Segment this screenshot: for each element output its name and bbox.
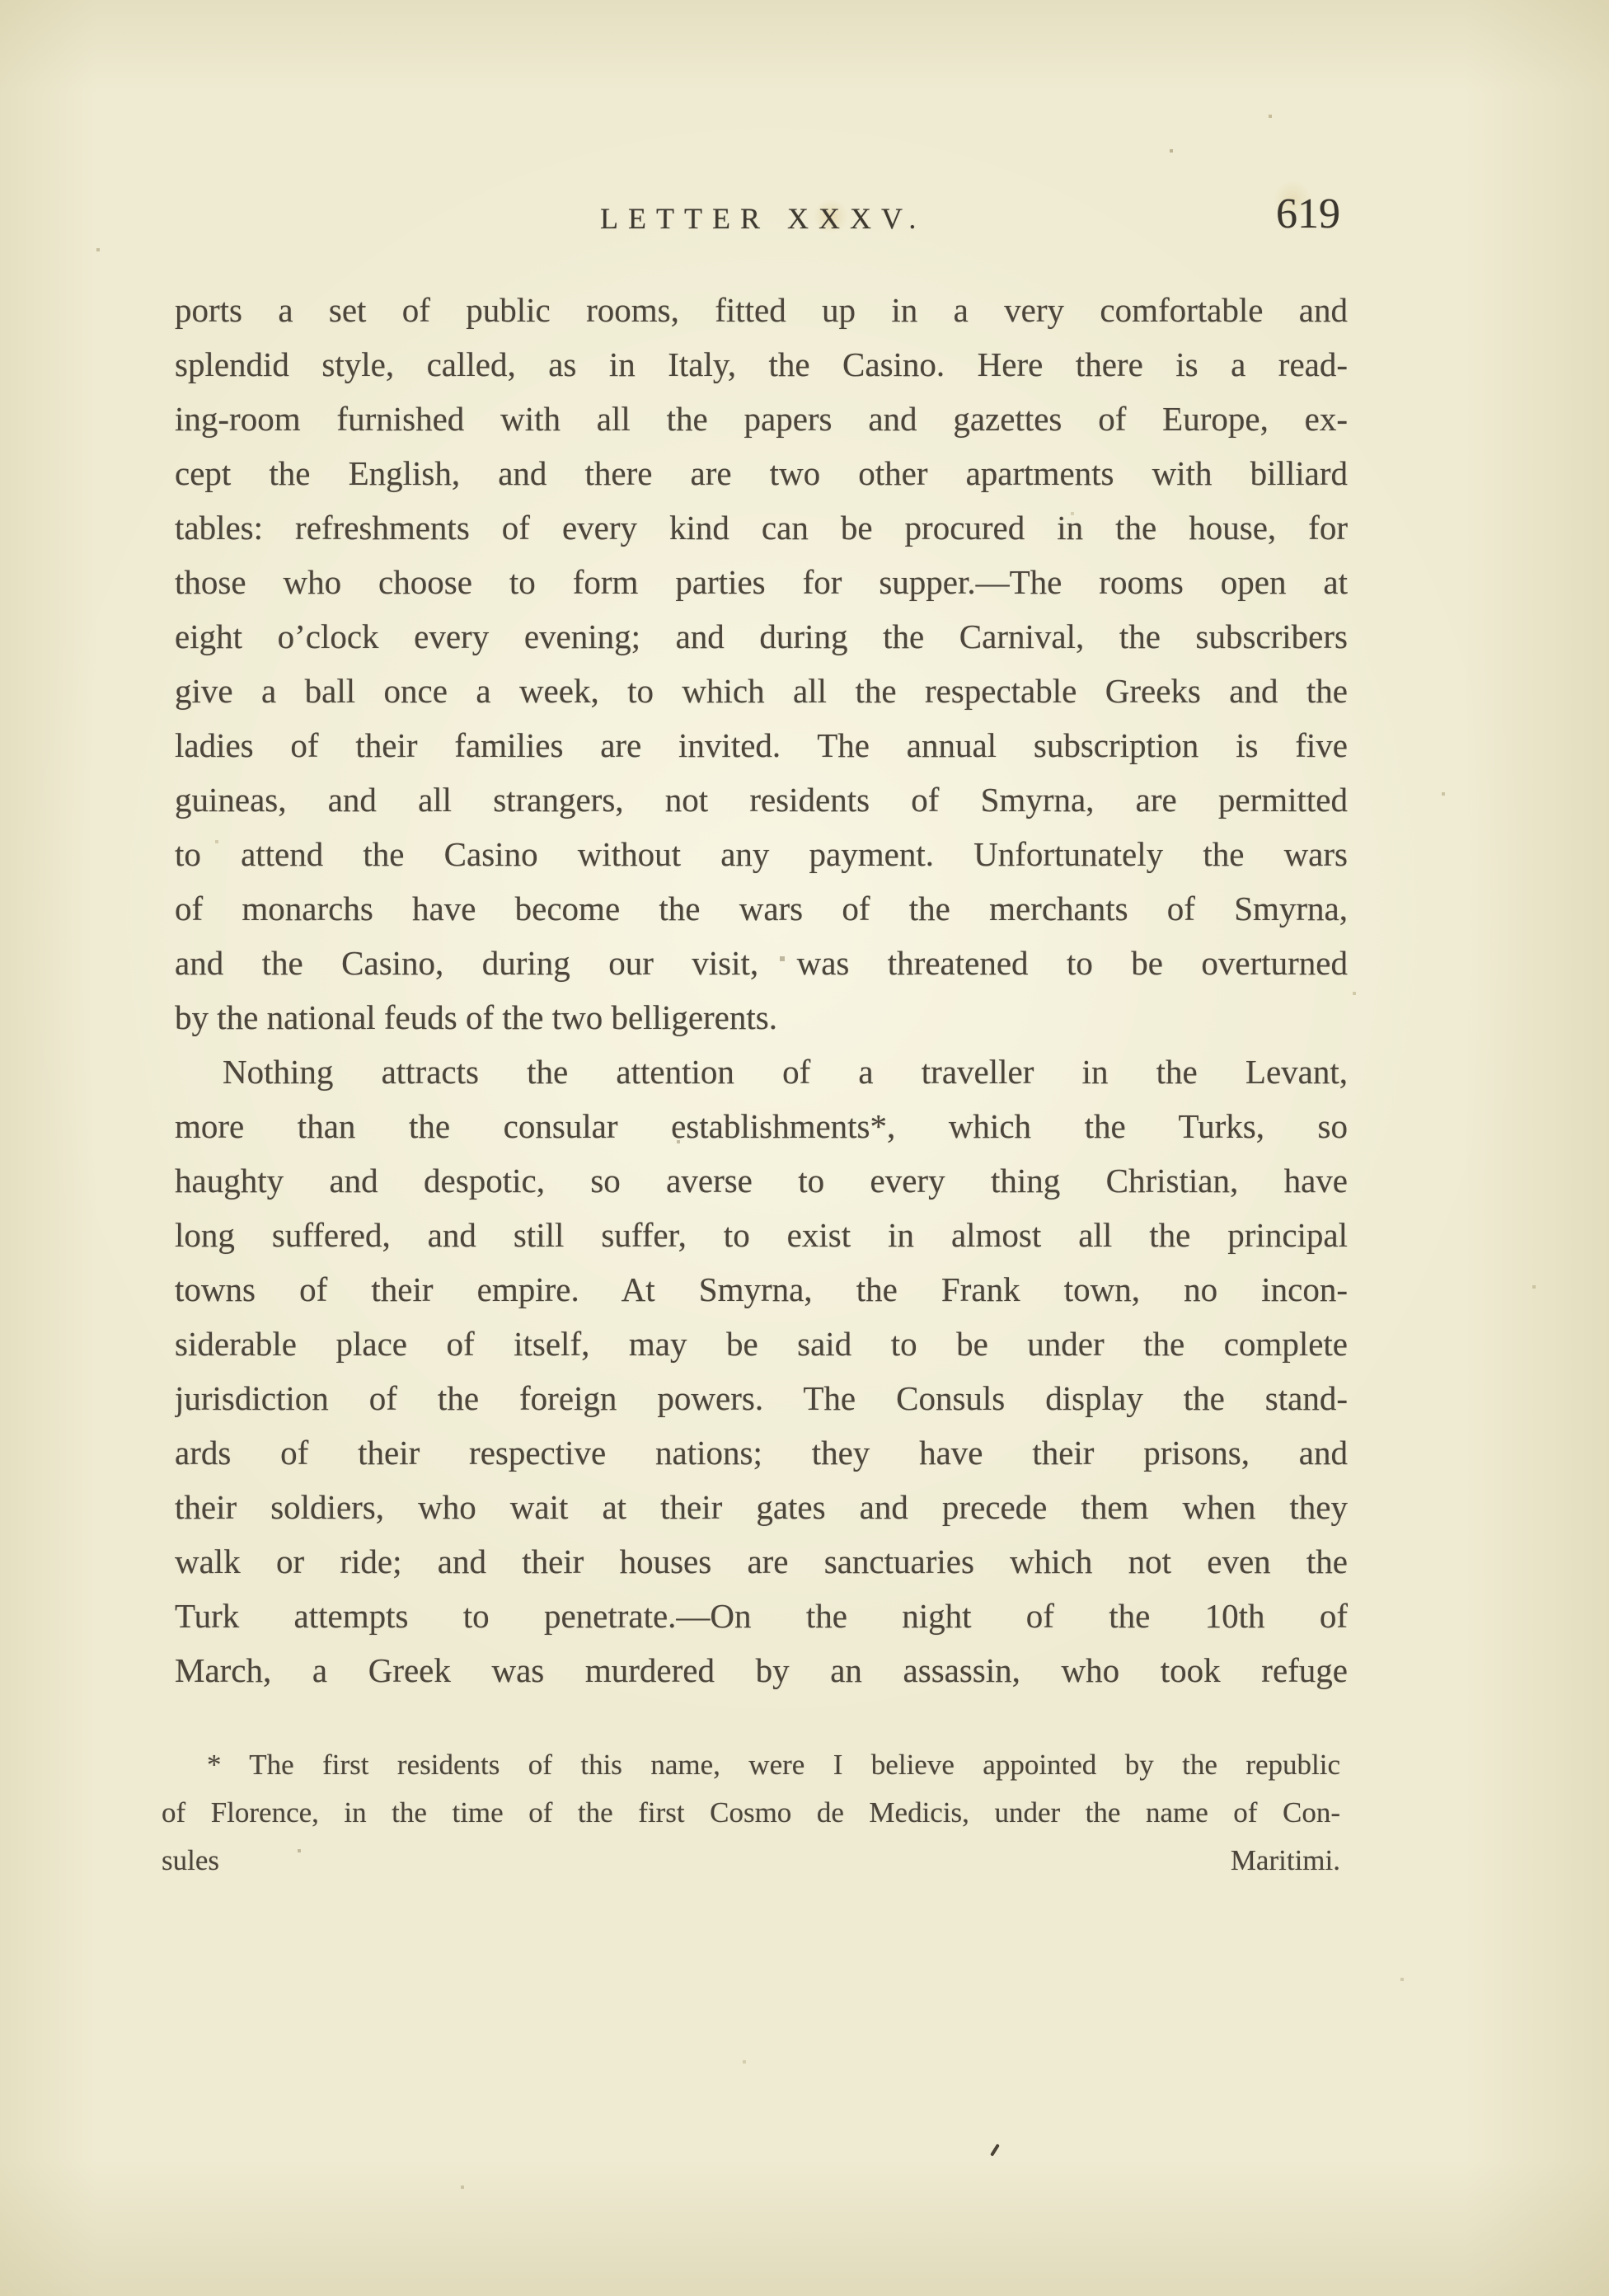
text-line: ladies of their families are invited. The annual subscription is five xyxy=(175,726,1348,764)
text-line: those who choose to form parties for supper.—The rooms open at xyxy=(175,563,1348,601)
text-line: ards of their respective nations; they have their prisons, and xyxy=(175,1434,1348,1472)
text-line: Nothing attracts the attention of a traveller in the Levant, xyxy=(223,1053,1348,1091)
text-line: eight o’clock every evening; and during the Carnival, the subscribers xyxy=(175,617,1348,655)
page-number: 619 xyxy=(1276,190,1340,237)
text-line: their soldiers, who wait at their gates and precede them when they xyxy=(175,1488,1348,1526)
body-text xyxy=(175,283,1348,1697)
text-line: give a ball once a week, to which all the respectable Greeks and the xyxy=(175,672,1348,710)
text-line: cept the English, and there are two other apartments with billiard xyxy=(175,454,1348,492)
text-line: Turk attempts to penetrate.—On the night of the 10th of xyxy=(175,1597,1348,1635)
text-line: more than the consular establishments*, which the Turks, so xyxy=(175,1107,1348,1145)
text-line: of Florence, in the time of the first Cosmo de Medicis, under the name of Con- xyxy=(162,1796,1340,1829)
paper-specks xyxy=(0,0,2,2)
text-line: walk or ride; and their houses are sanctuaries which not even the xyxy=(175,1542,1348,1580)
text-line: by the national feuds of the two belligerents. xyxy=(175,998,777,1036)
text-line: splendid style, called, as in Italy, the Casino. Here there is a read- xyxy=(175,345,1348,383)
text-line: tables: refreshments of every kind can be procured in the house, for xyxy=(175,509,1348,547)
text-line: * The first residents of this name, were I believe appointed by the republic xyxy=(207,1749,1340,1781)
text-line: jurisdiction of the foreign powers. The Consuls display the stand- xyxy=(175,1379,1348,1417)
text-line: towns of their empire. At Smyrna, the Frank town, no incon- xyxy=(175,1270,1348,1308)
text-line: haughty and despotic, so averse to every thing Christian, have xyxy=(175,1162,1348,1200)
paragraph-consular-establishments xyxy=(175,1045,1348,1697)
text-line: March, a Greek was murdered by an assassin, who took refuge xyxy=(175,1651,1348,1689)
text-line: to attend the Casino without any payment. Unfortunately the wars xyxy=(175,835,1348,873)
text-line: sules Maritimi. xyxy=(162,1844,1340,1876)
text-line: ing-room furnished with all the papers and gazettes of Europe, ex- xyxy=(175,400,1348,438)
footnote xyxy=(162,1741,1340,1885)
text-line: long suffered, and still suffer, to exist in almost all the principal xyxy=(175,1216,1348,1254)
running-title: LETTER XXXV. xyxy=(600,202,926,235)
stray-ink-mark xyxy=(990,2143,1000,2157)
text-line: siderable place of itself, may be said to be under the complete xyxy=(175,1325,1348,1363)
text-line: ports a set of public rooms, fitted up in a very comfortable and xyxy=(175,291,1348,329)
text-line: and the Casino, during our visit, was threatened to be overturned xyxy=(175,944,1348,982)
text-line: of monarchs have become the wars of the merchants of Smyrna, xyxy=(175,890,1348,927)
paragraph-casino xyxy=(175,283,1348,1045)
text-line: guineas, and all strangers, not residents of Smyrna, are permitted xyxy=(175,781,1348,819)
